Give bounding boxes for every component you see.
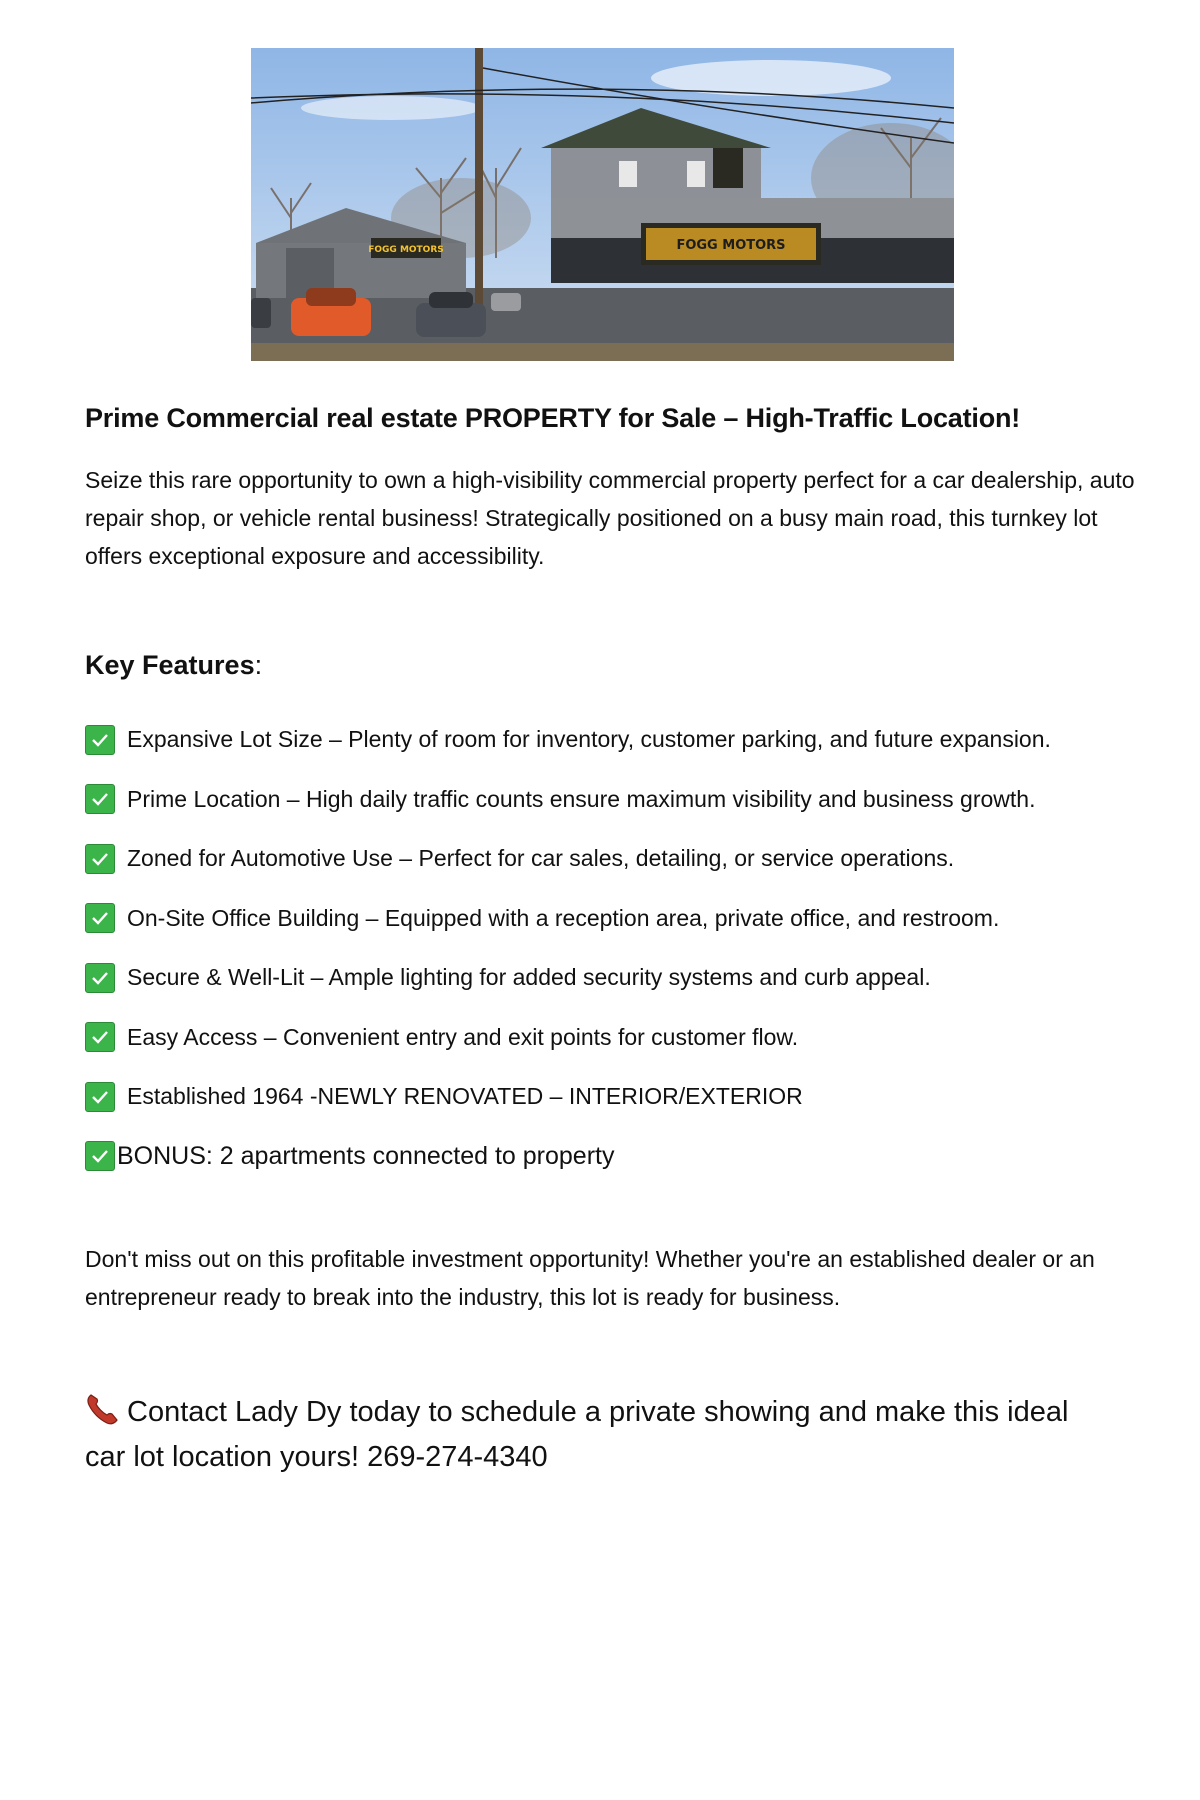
contact-paragraph — [85, 1390, 1115, 1480]
feature-item — [85, 1067, 1145, 1127]
feature-text: On-Site Office Building – Equipped with a reception area, private office, and restroom. — [127, 904, 1000, 931]
feature-item — [85, 889, 1145, 949]
check-mark-icon — [85, 1022, 115, 1052]
closing-paragraph: Don't miss out on this profitable investment opportunity! Whether you're an established dealer or an entrepreneur ready to break into the industry, this lot is ready for business. — [85, 1246, 1095, 1310]
check-mark-icon — [85, 1082, 115, 1112]
garage-sign-text: FOGG MOTORS — [368, 245, 444, 255]
feature-text: Expansive Lot Size – Plenty of room for inventory, customer parking, and future expansion. — [127, 726, 1051, 753]
property-photo — [251, 48, 954, 361]
feature-text: Established 1964 -NEWLY RENOVATED – INTERIOR/EXTERIOR — [127, 1083, 803, 1110]
feature-item-bonus — [85, 1127, 1145, 1187]
key-features-colon: : — [254, 650, 263, 680]
telephone-receiver-icon — [85, 1391, 121, 1425]
check-mark-icon — [85, 725, 115, 755]
feature-item — [85, 710, 1145, 770]
contact-text: Contact Lady Dy today to schedule a private showing and make this ideal car lot location yours! 269-274-4340 — [85, 1396, 1069, 1473]
feature-item — [85, 770, 1145, 830]
key-features-heading — [85, 650, 262, 681]
key-features-label: Key Features — [85, 650, 255, 680]
check-mark-icon — [85, 1141, 115, 1171]
storefront-sign-text: FOGG MOTORS — [676, 238, 786, 253]
check-mark-icon — [85, 844, 115, 874]
feature-item — [85, 948, 1145, 1008]
intro-paragraph: Seize this rare opportunity to own a high-visibility commercial property perfect for a car dealership, auto repair shop, or vehicle rental business! Strategically positioned on a busy main road, this turnkey lot offers exceptional exposure and accessibility. — [85, 467, 1135, 569]
check-mark-icon — [85, 963, 115, 993]
feature-text: Secure & Well-Lit – Ample lighting for added security systems and curb appeal. — [127, 964, 931, 991]
feature-text: BONUS: 2 apartments connected to property — [117, 1141, 615, 1170]
feature-text: Easy Access – Convenient entry and exit points for customer flow. — [127, 1023, 799, 1050]
feature-text: Prime Location – High daily traffic counts ensure maximum visibility and business growth. — [127, 785, 1036, 812]
feature-item — [85, 1008, 1145, 1068]
feature-item — [85, 829, 1145, 889]
check-mark-icon — [85, 903, 115, 933]
check-mark-icon — [85, 784, 115, 814]
feature-text: Zoned for Automotive Use – Perfect for car sales, detailing, or service operations. — [127, 845, 955, 872]
listing-title: Prime Commercial real estate PROPERTY for Sale – High-Traffic Location! — [85, 403, 1021, 433]
features-list — [85, 710, 1145, 1186]
